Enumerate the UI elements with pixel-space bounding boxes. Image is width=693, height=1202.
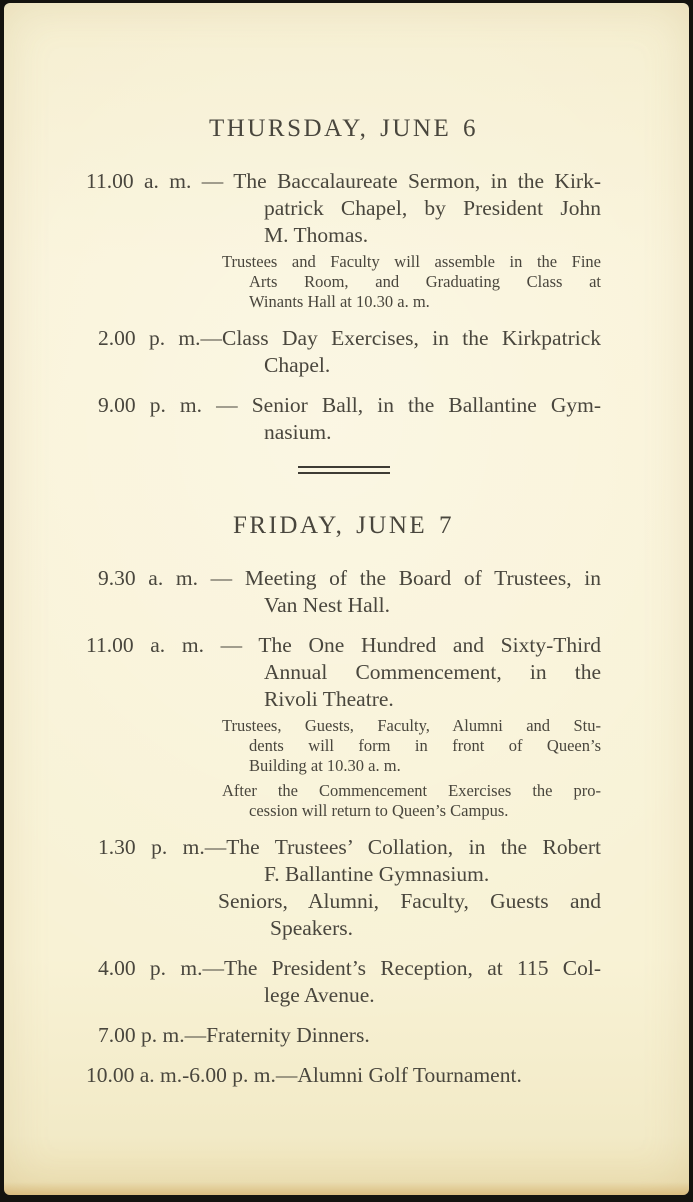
schedule-line: Annual Commencement, in the: [264, 660, 601, 684]
schedule-subline: Speakers.: [270, 916, 353, 940]
schedule-line: F. Ballantine Gymnasium.: [264, 862, 490, 886]
day-section-thursday: [86, 115, 601, 446]
schedule-subline: Seniors, Alumni, Faculty, Guests and: [218, 889, 601, 913]
schedule-line: 1.30 p. m.—The Trustees’ Collation, in the Robert: [98, 835, 601, 859]
schedule-item-fraternity-dinners: [86, 1022, 601, 1049]
section-divider: [298, 466, 390, 474]
note-line: Trustees, Guests, Faculty, Alumni and Stu-: [222, 716, 601, 735]
note-line: Arts Room, and Graduating Class at: [249, 272, 601, 291]
note-line: Winants Hall at 10.30 a. m.: [249, 292, 430, 311]
schedule-item-golf-tournament: [86, 1062, 601, 1089]
note-line: Trustees and Faculty will assemble in the Fine: [222, 252, 601, 271]
schedule-line: 7.00 p. m.—Fraternity Dinners.: [98, 1023, 370, 1047]
program-page: [4, 3, 689, 1195]
schedule-note: [86, 252, 601, 312]
schedule-item-baccalaureate: [86, 168, 601, 312]
schedule-line: patrick Chapel, by President John: [264, 196, 601, 220]
schedule-line: Rivoli Theatre.: [264, 687, 394, 711]
schedule-note: [86, 781, 601, 821]
schedule-line: Chapel.: [264, 353, 331, 377]
schedule-line: 11.00 a. m. — The Baccalaureate Sermon, in the Kirk-: [86, 169, 601, 193]
schedule-line: 9.30 a. m. — Meeting of the Board of Trustees, in: [98, 566, 601, 590]
note-line: After the Commencement Exercises the pro-: [222, 781, 601, 800]
note-line: dents will form in front of Queen’s: [249, 736, 601, 755]
schedule-item-commencement: [86, 632, 601, 821]
schedule-line: Van Nest Hall.: [264, 593, 390, 617]
divider-rule: [298, 466, 390, 468]
schedule-line: 11.00 a. m. — The One Hundred and Sixty-Third: [86, 633, 601, 657]
schedule-item-senior-ball: [86, 392, 601, 446]
note-line: Building at 10.30 a. m.: [249, 756, 401, 775]
schedule-note: [86, 716, 601, 776]
schedule-item-collation: [86, 834, 601, 942]
schedule-line: M. Thomas.: [264, 223, 369, 247]
schedule-line: lege Avenue.: [264, 983, 375, 1007]
schedule-line: 9.00 p. m. — Senior Ball, in the Ballantine Gym-: [98, 393, 601, 417]
schedule-item-reception: [86, 955, 601, 1009]
schedule-item-class-day: [86, 325, 601, 379]
schedule-line: 2.00 p. m.—Class Day Exercises, in the Kirkpatrick: [98, 326, 601, 350]
divider-rule: [298, 472, 390, 474]
schedule-line: 10.00 a. m.-6.00 p. m.—Alumni Golf Tournament.: [86, 1063, 522, 1087]
schedule-line: nasium.: [264, 420, 332, 444]
note-line: cession will return to Queen’s Campus.: [249, 801, 509, 820]
day-section-friday: [86, 512, 601, 1089]
day-heading: FRIDAY, JUNE 7: [233, 512, 454, 539]
day-heading: THURSDAY, JUNE 6: [209, 115, 478, 142]
schedule-item-trustees-meeting: [86, 565, 601, 619]
schedule-line: 4.00 p. m.—The President’s Reception, at 115 Col-: [98, 956, 601, 980]
